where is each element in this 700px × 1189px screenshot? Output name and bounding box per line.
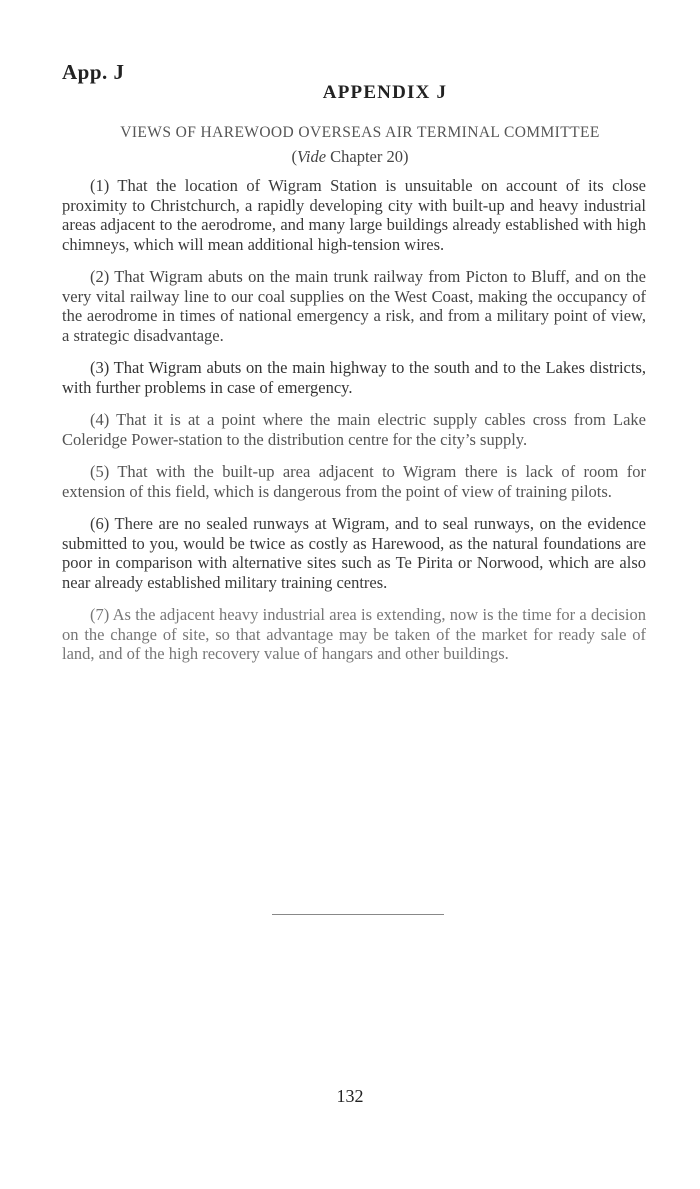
page-number: 132 bbox=[336, 1086, 364, 1106]
paragraph-5: (5) That with the built-up area adjacent to Wigram there is lack of room for extension of this field, which is dangerous from the point of view of training pilots. bbox=[62, 462, 646, 501]
vide-open-paren: ( bbox=[291, 147, 297, 166]
paragraph-4: (4) That it is at a point where the main electric supply cables cross from Lake Coleridge Power-station to the distribution centre for the city’s supply. bbox=[62, 410, 646, 449]
page-title: APPENDIX J bbox=[322, 82, 448, 103]
paragraph-3: (3) That Wigram abuts on the main highway to the south and to the Lakes districts, with further problems in case of emergency. bbox=[62, 358, 646, 397]
end-rule bbox=[272, 914, 444, 915]
paragraph-1: (1) That the location of Wigram Station is unsuitable on account of its close proximity to Christchurch, a rapidly developing city with built-up and heavy industrial areas adjacent to the aerodrome, and many large buildings already established with high chimneys, which will mean additional high-tension wires. bbox=[62, 176, 646, 254]
section-subtitle: VIEWS OF HAREWOOD OVERSEAS AIR TERMINAL COMMITTEE bbox=[120, 124, 600, 141]
paragraph-6: (6) There are no sealed runways at Wigram, and to seal runways, on the evidence submitted to you, would be twice as costly as Harewood, as the natural foundations are poor in comparison with alternative sites such as Te Pirita or Norwood, which are also near already established military training centres. bbox=[62, 514, 646, 592]
paragraph-7: (7) As the adjacent heavy industrial area is extending, now is the time for a decision on the change of site, so that advantage may be taken of the market for ready sale of land, and of the high recovery value of hangars and other buildings. bbox=[62, 605, 646, 663]
body-text bbox=[62, 176, 646, 677]
vide-word: Vide bbox=[297, 147, 327, 166]
paragraph-2: (2) That Wigram abuts on the main trunk railway from Picton to Bluff, and on the very vital railway line to our coal supplies on the West Coast, making the occupancy of the aerodrome in times of national emergency a risk, and from a military point of view, a strategic disadvantage. bbox=[62, 267, 646, 345]
vide-chapter: Chapter 20) bbox=[326, 147, 409, 166]
appendix-label: App. J bbox=[62, 60, 125, 84]
chapter-reference bbox=[210, 147, 490, 167]
